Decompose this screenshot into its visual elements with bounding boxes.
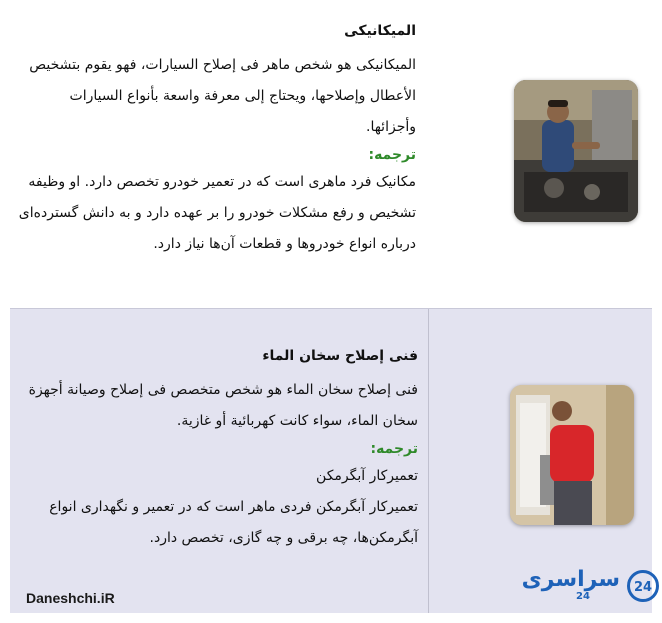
watermark-text: Daneshchi.iR: [26, 590, 115, 606]
technician-persian-term: تعمیرکار آبگرمکن: [316, 468, 418, 484]
mechanic-text-block: [16, 22, 416, 260]
technician-photo: [510, 385, 634, 525]
technician-text-block: [18, 347, 418, 554]
logo-sub: 24: [576, 591, 590, 602]
technician-arabic-text: فنى إصلاح سخان الماء هو شخص متخصص فى إصلاح وصيانة أجهزة سخان الماء، سواء كانت كهربائية أو غازية.: [28, 382, 418, 429]
mechanic-translation-label: ترجمه:: [368, 147, 416, 163]
mechanic-arabic-text: الميكانيكى هو شخص ماهر فى إصلاح السيارات، فهو يقوم بتشخيص الأعطال وإصلاحها، ويحتاج إلى معرفة واسعة بأنواع السيارات وأجزائها.: [29, 57, 416, 135]
column-divider: [428, 309, 429, 613]
technician-persian-text: تعمیرکار آبگرمکن فردی ماهر است که در تعمیر و نگهداری انواع آبگرمکن‌ها، چه برقی و چه گازی، تخصص دارد.: [49, 499, 418, 546]
technician-title: فنى إصلاح سخان الماء: [262, 348, 418, 364]
technician-translation-label: ترجمه:: [370, 441, 418, 457]
mechanic-persian-text: مکانیک فرد ماهری است که در تعمیر خودرو تخصص دارد. او وظیفه تشخیص و رفع مشکلات خودرو را بر عهده دارد و به دانش گسترده‌ای درباره انواع خودروها و قطعات آن‌ها نیاز دارد.: [18, 174, 416, 252]
logo-clock-icon: [626, 569, 660, 603]
section-water-heater-technician: [10, 308, 652, 613]
logo: [521, 567, 662, 607]
mechanic-photo: [514, 80, 638, 222]
logo-number: 24: [633, 580, 653, 595]
mechanic-title: الميكانيكى: [344, 23, 416, 39]
logo-text: سراسری: [521, 567, 620, 592]
section-mechanic: [0, 0, 662, 308]
